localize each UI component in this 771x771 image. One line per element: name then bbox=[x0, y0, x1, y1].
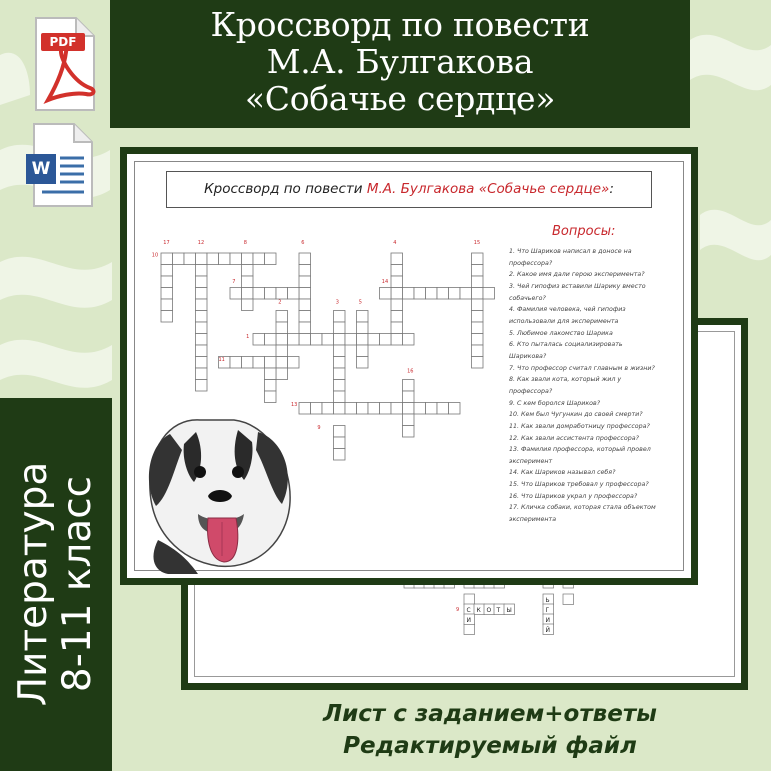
clue-number: 8 bbox=[243, 239, 247, 246]
grid-cell bbox=[426, 288, 438, 300]
grid-cell bbox=[403, 380, 415, 392]
grid-cell bbox=[253, 253, 265, 265]
question-item: 7. Что профессор считал главным в жизни? bbox=[509, 364, 655, 372]
grid-cell bbox=[253, 357, 265, 369]
clue-number: 11 bbox=[218, 357, 225, 364]
question-item: 14. Как Шариков называл себя? bbox=[509, 469, 616, 477]
grid-cell bbox=[472, 334, 484, 346]
clue-number: 1 bbox=[246, 334, 250, 341]
grid-cell bbox=[334, 426, 346, 438]
grid-cell bbox=[196, 299, 208, 311]
grid-cell bbox=[242, 253, 254, 265]
sheet-header-tail: : bbox=[609, 181, 614, 197]
question-item: 3. Чей гипофиз вставили Шарику вместо собачьего? bbox=[509, 282, 646, 302]
grid-cell bbox=[426, 403, 438, 415]
grid-cell bbox=[334, 380, 346, 392]
answer-letter: С bbox=[466, 606, 471, 614]
grid-cell bbox=[403, 426, 415, 438]
question-item: 17. Кличка собаки, которая стала объектом эксперимента bbox=[509, 504, 656, 524]
question-item: 5. Любимое лакомство Шарика bbox=[509, 329, 613, 337]
grid-cell bbox=[196, 380, 208, 392]
clue-number: 3 bbox=[335, 299, 339, 306]
grid-cell bbox=[334, 403, 346, 415]
grid-cell bbox=[276, 357, 288, 369]
question-item: 13. Фамилия профессора, который провел эксперимент bbox=[509, 446, 651, 465]
clue-number: 7 bbox=[232, 278, 236, 285]
grid-cell bbox=[265, 288, 277, 300]
grid-cell bbox=[242, 357, 254, 369]
clue-number: 10 bbox=[151, 252, 159, 259]
title-line-2: М.А. Булгакова bbox=[266, 42, 534, 81]
grid-cell bbox=[265, 380, 277, 392]
sheet-header-prefix: Кроссворд по повести bbox=[204, 181, 367, 197]
grid-cell bbox=[391, 253, 403, 265]
grid-cell bbox=[161, 299, 173, 311]
answer-letter: О bbox=[486, 606, 492, 614]
question-item: 15. Что Шариков требовал у профессора? bbox=[509, 481, 649, 489]
grid-cell bbox=[391, 299, 403, 311]
grid-cell bbox=[322, 403, 334, 415]
answer-letter: Т bbox=[496, 606, 501, 614]
clue-number: 9 bbox=[317, 424, 321, 431]
grid-cell bbox=[403, 391, 415, 403]
question-item: 1. Что Шариков написал в доносе на профессора? bbox=[509, 248, 632, 267]
grid-cell bbox=[242, 276, 254, 288]
grid-cell bbox=[196, 322, 208, 334]
grid-cell bbox=[380, 288, 392, 300]
grid-cell bbox=[299, 265, 311, 277]
grid-cell bbox=[403, 288, 415, 300]
grid-cell bbox=[472, 276, 484, 288]
grid-cell bbox=[276, 368, 288, 380]
grid-cell bbox=[161, 265, 173, 277]
question-item: 10. Кем был Чугункин до своей смерти? bbox=[509, 411, 643, 419]
question-item: 4. Фамилия человека, чей гипофиз использовали для эксперимента bbox=[509, 306, 626, 325]
grid-cell bbox=[449, 403, 461, 415]
footer-line-1: Лист с заданием+ответы bbox=[323, 701, 657, 727]
grid-cell bbox=[368, 334, 380, 346]
sheet-header-title: М.А. Булгакова «Собачье сердце» bbox=[366, 181, 610, 197]
grid-cell bbox=[219, 253, 231, 265]
grid-cell bbox=[299, 311, 311, 323]
pdf-badge: PDF bbox=[41, 33, 85, 51]
clue-number: 13 bbox=[290, 401, 298, 408]
grid-cell bbox=[472, 311, 484, 323]
grid-cell bbox=[161, 276, 173, 288]
grid-cell bbox=[391, 265, 403, 277]
grid-cell bbox=[207, 253, 219, 265]
dog-illustration-icon bbox=[138, 410, 303, 575]
grade-label: 8-11 класс bbox=[55, 475, 100, 693]
grid-cell bbox=[311, 403, 323, 415]
grid-cell bbox=[230, 253, 242, 265]
grid-cell bbox=[161, 288, 173, 300]
grid-cell bbox=[345, 403, 357, 415]
grid-cell bbox=[276, 322, 288, 334]
grid-cell bbox=[472, 345, 484, 357]
clue-number: 17 bbox=[163, 239, 170, 246]
grid-cell bbox=[403, 334, 415, 346]
grid-cell bbox=[334, 311, 346, 323]
grid-cell bbox=[357, 345, 369, 357]
grid-cell bbox=[403, 414, 415, 426]
grid-cell bbox=[472, 322, 484, 334]
grid-cell bbox=[334, 345, 346, 357]
grid-cell bbox=[242, 299, 254, 311]
grid-cell bbox=[403, 403, 415, 415]
questions-title: Вопросы: bbox=[552, 224, 616, 239]
grid-cell bbox=[460, 288, 472, 300]
grid-cell bbox=[414, 403, 426, 415]
side-block bbox=[0, 398, 112, 771]
grid-cell bbox=[391, 276, 403, 288]
grid-cell bbox=[357, 334, 369, 346]
grid-cell bbox=[472, 288, 484, 300]
grid-cell bbox=[334, 368, 346, 380]
grid-cell bbox=[334, 334, 346, 346]
grid-cell bbox=[391, 311, 403, 323]
grid-cell bbox=[276, 334, 288, 346]
grid-cell bbox=[276, 288, 288, 300]
grid-cell bbox=[288, 334, 300, 346]
title-line-1: Кроссворд по повести bbox=[210, 5, 590, 44]
answer-letter: И bbox=[466, 616, 471, 624]
grid-cell bbox=[380, 334, 392, 346]
grid-cell bbox=[253, 334, 265, 346]
grid-cell bbox=[299, 322, 311, 334]
clue-number: 5 bbox=[358, 299, 362, 306]
grid-cell bbox=[472, 299, 484, 311]
grid-cell bbox=[334, 449, 346, 461]
grid-cell bbox=[391, 288, 403, 300]
grid-cell bbox=[196, 357, 208, 369]
grid-cell bbox=[184, 253, 196, 265]
grid-cell bbox=[288, 357, 300, 369]
grid-cell bbox=[196, 253, 208, 265]
question-item: 6. Кто пыталась социализировать Шарикова? bbox=[509, 341, 623, 360]
grid-cell bbox=[196, 276, 208, 288]
questions-list bbox=[509, 246, 661, 526]
grid-cell bbox=[357, 322, 369, 334]
answer-letter: И bbox=[545, 616, 550, 624]
grid-cell bbox=[288, 288, 300, 300]
answer-letter: Й bbox=[545, 626, 550, 634]
grid-cell bbox=[483, 288, 495, 300]
clue-number: 12 bbox=[197, 239, 205, 246]
grid-cell bbox=[357, 403, 369, 415]
grid-cell bbox=[299, 253, 311, 265]
grid-cell bbox=[299, 334, 311, 346]
question-item: 9. С кем боролся Шариков? bbox=[509, 399, 601, 407]
grid-cell bbox=[299, 288, 311, 300]
answer-letter: Г bbox=[545, 606, 550, 614]
clue-number: 16 bbox=[407, 368, 414, 375]
grid-cell bbox=[334, 322, 346, 334]
clue-number: 6 bbox=[301, 239, 305, 246]
clue-number: 2 bbox=[278, 299, 282, 306]
grid-cell bbox=[437, 288, 449, 300]
grid-cell bbox=[472, 253, 484, 265]
grid-cell bbox=[196, 334, 208, 346]
grid-cell bbox=[311, 334, 323, 346]
clue-number: 14 bbox=[381, 278, 389, 285]
grid-cell bbox=[357, 311, 369, 323]
grid-cell bbox=[345, 334, 357, 346]
grid-cell bbox=[449, 288, 461, 300]
grid-cell bbox=[196, 288, 208, 300]
subject-label: Литература bbox=[11, 461, 56, 707]
grid-cell bbox=[253, 288, 265, 300]
title-line-3: «Собачье сердце» bbox=[244, 79, 556, 118]
grid-cell bbox=[230, 288, 242, 300]
grid-cell bbox=[173, 253, 185, 265]
clue-number: 15 bbox=[473, 239, 481, 246]
grid-cell bbox=[196, 311, 208, 323]
grid-cell bbox=[391, 334, 403, 346]
grid-cell bbox=[196, 265, 208, 277]
grid-cell bbox=[265, 368, 277, 380]
grid-cell bbox=[276, 345, 288, 357]
answer-clue-number: 9 bbox=[456, 607, 460, 613]
grid-cell bbox=[368, 403, 380, 415]
grid-cell bbox=[472, 357, 484, 369]
grid-cell bbox=[299, 299, 311, 311]
clue-number: 4 bbox=[393, 239, 397, 246]
answer-letter: Ь bbox=[545, 596, 550, 604]
grid-cell bbox=[230, 357, 242, 369]
grid-cell bbox=[242, 265, 254, 277]
grid-cell bbox=[334, 357, 346, 369]
grid-cell bbox=[391, 322, 403, 334]
grid-cell bbox=[196, 345, 208, 357]
grid-cell bbox=[265, 253, 277, 265]
grid-cell bbox=[265, 391, 277, 403]
grid-cell bbox=[414, 288, 426, 300]
grid-cell bbox=[334, 391, 346, 403]
grid-cell bbox=[242, 288, 254, 300]
grid-cell bbox=[265, 334, 277, 346]
question-item: 8. Как звали кота, который жил у профессора? bbox=[509, 376, 622, 395]
question-item: 16. Что Шариков украл у профессора? bbox=[509, 492, 638, 500]
word-badge: W bbox=[26, 154, 56, 184]
grid-cell bbox=[437, 403, 449, 415]
grid-cell bbox=[196, 368, 208, 380]
question-item: 11. Как звали домработницу профессора? bbox=[509, 422, 650, 430]
grid-cell bbox=[357, 357, 369, 369]
answer-letter: К bbox=[476, 606, 481, 614]
question-item: 2. Какое имя дали герою эксперимента? bbox=[509, 271, 645, 279]
grid-cell bbox=[472, 265, 484, 277]
grid-cell bbox=[161, 253, 173, 265]
grid-cell bbox=[265, 357, 277, 369]
grid-cell bbox=[299, 276, 311, 288]
footer-line-2: Редактируемый файл bbox=[343, 733, 637, 759]
grid-cell bbox=[322, 334, 334, 346]
side-text bbox=[12, 462, 100, 707]
grid-cell bbox=[380, 403, 392, 415]
grid-cell bbox=[334, 437, 346, 449]
grid-cell bbox=[391, 403, 403, 415]
answer-letter: Ы bbox=[506, 606, 512, 614]
question-item: 12. Как звали ассистента профессора? bbox=[509, 434, 639, 442]
grid-cell bbox=[276, 311, 288, 323]
grid-cell bbox=[161, 311, 173, 323]
